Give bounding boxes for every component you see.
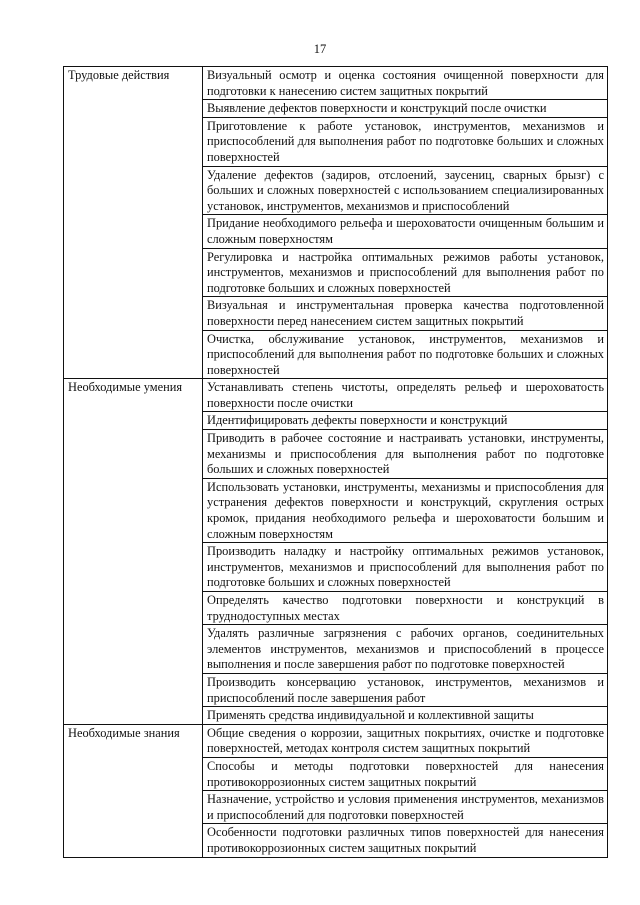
section-item: Производить наладку и настройку оптимальных режимов установок, инструментов, механизмов и приспособлений для выполнения работ по подготовке больших и сложных поверхностей (203, 543, 608, 592)
table-row (64, 67, 608, 100)
section-item: Применять средства индивидуальной и коллективной защиты (203, 707, 608, 725)
section-item: Визуальный осмотр и оценка состояния очищенной поверхности для подготовки к нанесению систем защитных покрытий (203, 67, 608, 100)
section-item: Визуальная и инструментальная проверка качества подготовленной поверхности перед нанесением систем защитных покрытий (203, 297, 608, 330)
section-item: Удалять различные загрязнения с рабочих органов, соединительных элементов инструментов, механизмов и приспособлений в процессе выполнения и после завершения работ по подготовке поверхностей (203, 625, 608, 674)
section-item: Устанавливать степень чистоты, определять рельеф и шероховатость поверхности после очистки (203, 379, 608, 412)
section-item: Производить консервацию установок, инструментов, механизмов и приспособлений после завершения работ (203, 673, 608, 706)
section-label: Необходимые умения (64, 379, 203, 724)
qualification-table-body (64, 67, 608, 858)
section-item: Идентифицировать дефекты поверхности и конструкций (203, 412, 608, 430)
section-item: Удаление дефектов (задиров, отслоений, заусениц, сварных брызг) с больших и сложных поверхностей с использованием специализированных установок, инструментов, механизмов и приспособлений (203, 166, 608, 215)
section-item: Общие сведения о коррозии, защитных покрытиях, очистке и подготовке поверхностей, методах контроля систем защитных покрытий (203, 724, 608, 757)
section-label: Трудовые действия (64, 67, 203, 379)
section-item: Выявление дефектов поверхности и конструкций после очистки (203, 100, 608, 118)
section-item: Определять качество подготовки поверхности и конструкций в труднодоступных местах (203, 592, 608, 625)
section-item: Назначение, устройство и условия применения инструментов, механизмов и приспособлений для подготовки поверхностей (203, 791, 608, 824)
section-item: Придание необходимого рельефа и шероховатости очищенным большим и сложным поверхностям (203, 215, 608, 248)
table-row (64, 379, 608, 412)
section-item: Особенности подготовки различных типов поверхностей для нанесения противокоррозионных систем защитных покрытий (203, 824, 608, 857)
section-item: Приготовление к работе установок, инструментов, механизмов и приспособлений для выполнения работ по подготовке больших и сложных поверхностей (203, 117, 608, 166)
section-item: Использовать установки, инструменты, механизмы и приспособления для устранения дефектов поверхности и конструкций, скругления острых кромок, придания необходимого рельефа и шероховатости большим и сложным поверхностям (203, 478, 608, 542)
section-item: Приводить в рабочее состояние и настраивать установки, инструменты, механизмы и приспособления для выполнения работ по подготовке больших и сложных поверхностей (203, 430, 608, 479)
qualification-table (63, 66, 608, 858)
table-row (64, 724, 608, 757)
section-item: Очистка, обслуживание установок, инструментов, механизмов и приспособлений для выполнения работ по подготовке больших и сложных поверхностей (203, 330, 608, 379)
section-label: Необходимые знания (64, 724, 203, 857)
section-item: Регулировка и настройка оптимальных режимов работы установок, инструментов, механизмов и приспособлений для выполнения работ по подготовке больших и сложных поверхностей (203, 248, 608, 297)
section-item: Способы и методы подготовки поверхностей для нанесения противокоррозионных систем защитных покрытий (203, 757, 608, 790)
page-number: 17 (313, 42, 327, 56)
